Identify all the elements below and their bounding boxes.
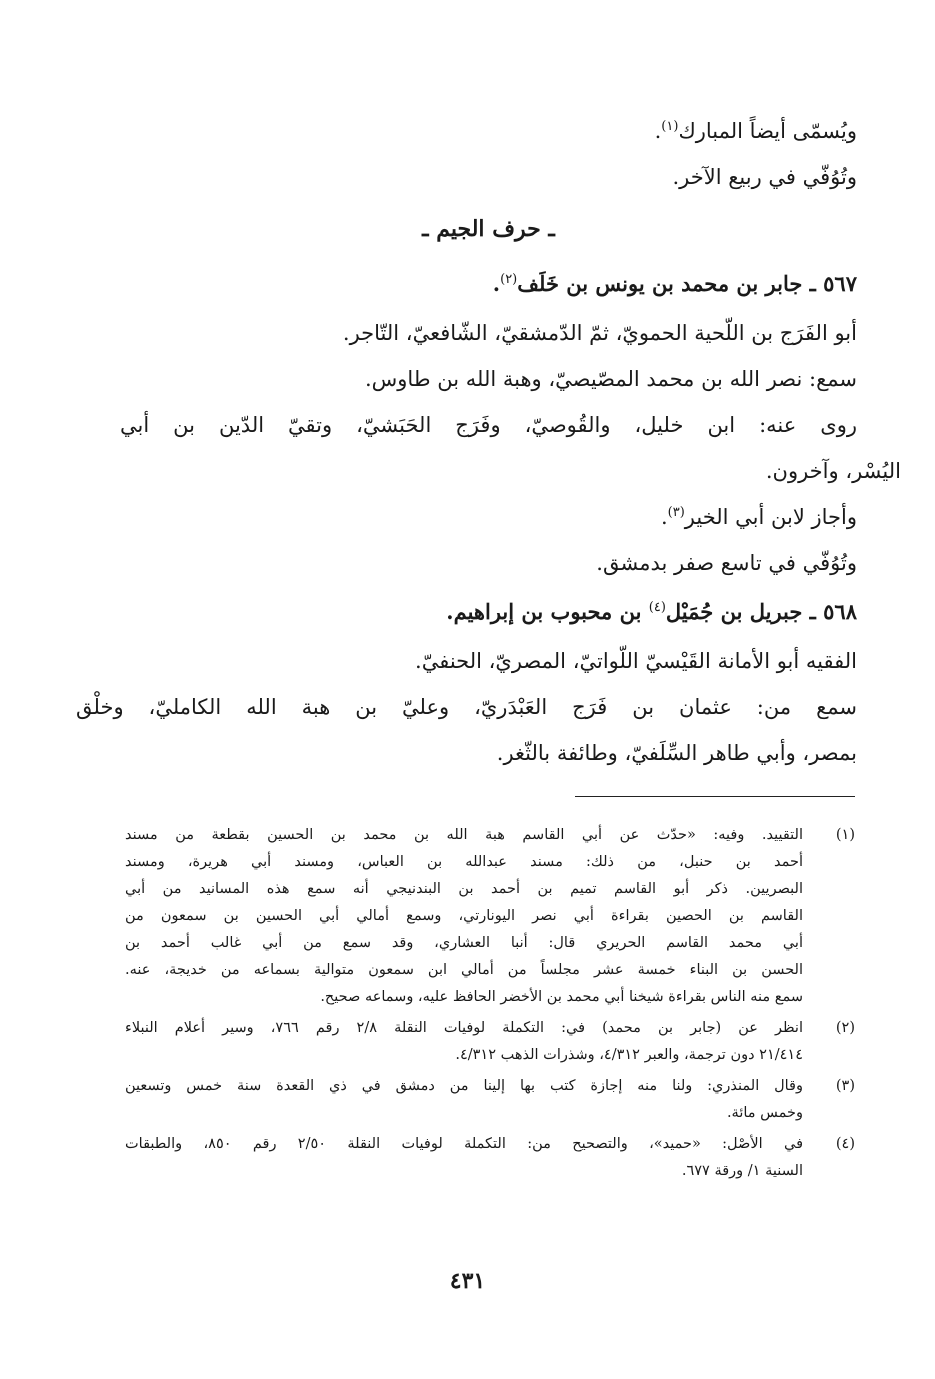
page-number: ٤٣١: [449, 1268, 486, 1294]
footnote-line: الحسن بن البناء خمسة عشر مجلساً من أمالي ابن سمعون متوالية بسماعه من خديجة، عنه.: [125, 962, 803, 978]
footnote: [125, 1073, 855, 1127]
footnote-line: السنية ١/ ورقة ٦٧٧.: [681, 1163, 803, 1179]
entry-567-line-4: اليُسْر، وآخرون.: [765, 459, 901, 483]
intro-end: .: [654, 119, 662, 143]
footnote-line: في الأصْل: «حميد»، والتصحيح من: التكملة لوفيات النقلة ٢/٥٠ رقم ٨٥٠، والطبقات: [125, 1136, 803, 1152]
footnote-number: (٣): [835, 1078, 855, 1094]
main-text: [76, 108, 901, 776]
entry-567-line-5-text: وأجاز لابن أبي الخير: [684, 505, 857, 529]
entry-568-line-3: بمصر، وأبي طاهر السِّلَفيّ، وطائفة بالثّغر.: [496, 741, 857, 765]
footnote-separator: [575, 796, 855, 797]
intro-line-1: [120, 108, 857, 154]
entry-567-title: [120, 258, 857, 310]
intro-text: ويُسمّى أيضاً المبارك: [678, 119, 857, 143]
footnote-ref-4[interactable]: (٤): [648, 600, 666, 615]
footnote-number: (٤): [835, 1136, 855, 1152]
footnote-line: البصريين. ذكر أبو القاسم تميم بن أحمد بن البندنيجي أنه سمع هذه المسانيد من أبي: [125, 881, 803, 897]
footnote-line: وقال المنذري: ولنا منه إجازة كتب بها إلينا من دمشق في ذي القعدة سنة خمس وتسعين: [125, 1078, 803, 1094]
footnote-line: أبي محمد القاسم الحريري قال: أنبا العشاري، وقد سمع من أبي غالب أحمد بن: [125, 935, 803, 951]
footnote-ref-3[interactable]: (٣): [667, 505, 685, 520]
intro-line-2: وتُوُفّي في ربيع الآخر.: [672, 165, 857, 189]
footnote-ref-1[interactable]: (١): [661, 119, 679, 134]
footnote-line: التقييد. وفيه: «حدّث عن أبي القاسم هبة الله بن محمد بن الحسين بقطعة من مسند: [125, 827, 803, 843]
footnote: [125, 822, 855, 1011]
footnote-line: وخمس مائة.: [726, 1105, 803, 1121]
entry-567-line-6: وتُوُفّي في تاسع صفر بدمشق.: [596, 551, 857, 575]
entry-568-line-1: الفقيه أبو الأمانة القَيْسيّ اللّواتيّ، المصريّ، الحنفيّ.: [415, 649, 857, 673]
footnote-line: ٢١/٤١٤ دون ترجمة، والعبر ٤/٣١٢، وشذرات الذهب ٤/٣١٢.: [455, 1047, 803, 1063]
footnote-line: أحمد بن حنبل، من ذلك: مسند عبدالله بن العباس، ومسند أبي هريرة، ومسند: [125, 854, 803, 870]
footnote: [125, 1015, 855, 1069]
entry-568-name-b: بن محبوب بن إبراهيم.: [446, 599, 649, 624]
entry-567-line-2: سمع: نصر الله بن محمد المصّيصيّ، وهبة الله بن طاوس.: [364, 367, 857, 391]
footnote-line: انظر عن (جابر بن محمد) في: التكملة لوفيات النقلة ٢/٨ رقم ٧٦٦، وسير أعلام النبلاء: [125, 1020, 803, 1036]
footnote-number: (٢): [835, 1020, 855, 1036]
entry-567-name: ٥٦٧ ـ جابر بن محمد بن يونس بن خَلَف: [517, 271, 857, 296]
footnote: [125, 1131, 855, 1185]
entry-568-line-2: سمع من: عثمان بن فَرَج العَبْدَريّ، وعليّ بن هبة الله الكامليّ، وخلْق: [76, 695, 857, 719]
section-heading: ـ حرف الجيم ـ: [422, 216, 555, 242]
entry-567-line-5: [120, 494, 857, 540]
footnotes: [125, 822, 855, 1189]
entry-567-end: .: [492, 271, 501, 296]
footnote-line: سمع منه الناس بقراءة شيخنا أبي محمد بن الأخضر الحافظ عليه، وسماعه صحيح.: [320, 989, 803, 1005]
footnote-ref-2[interactable]: (٢): [500, 272, 518, 287]
entry-567-line-5-end: .: [660, 505, 668, 529]
entry-568-title: [120, 586, 857, 638]
entry-567-line-1: أبو الفَرَج بن اللّحية الحمويّ، ثمّ الدّمشقيّ، الشّافعيّ، التّاجر.: [342, 321, 857, 345]
footnote-line: القاسم بن الحصين بقراءة أبي نصر اليونارتي، وسمع أمالي أبي الحسين بن سمعون من: [125, 908, 803, 924]
entry-568-name-a: ٥٦٨ ـ جبريل بن جُمَيْل: [665, 599, 857, 624]
footnote-number: (١): [835, 827, 855, 843]
entry-567-line-3: روى عنه: ابن خليل، والقُوصيّ، وفَرَج الحَبَشيّ، وتقيّ الدّين بن أبي: [120, 413, 857, 437]
